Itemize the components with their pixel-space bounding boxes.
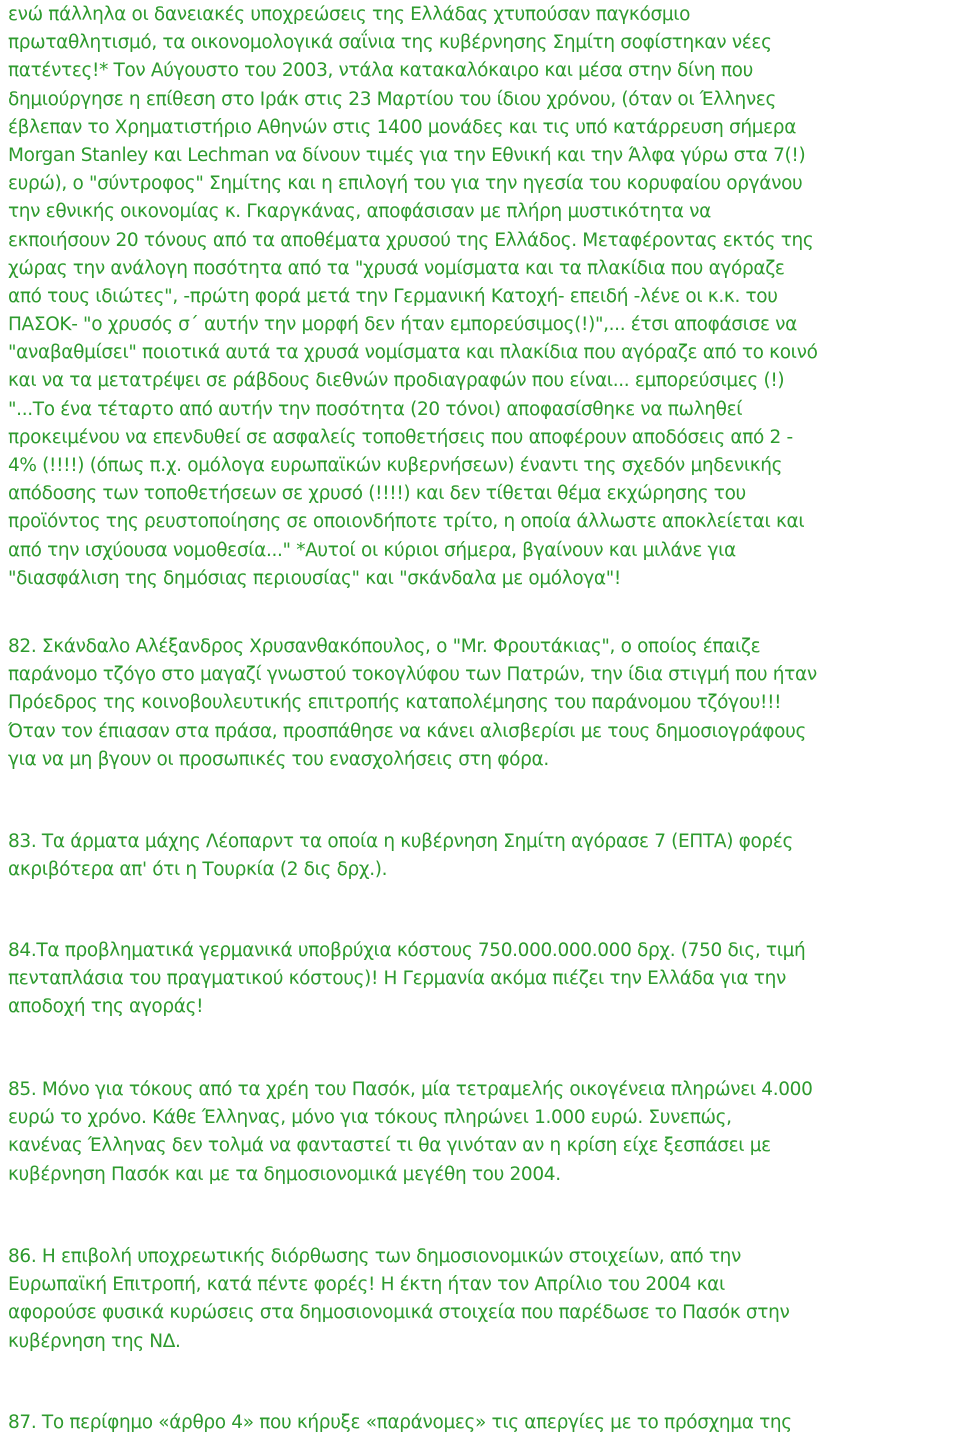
text-line: 4% (!!!!) (όπως π.χ. ομόλογα ευρωπαϊκών κυβερνήσεων) έναντι της σχεδόν μηδενικής (8, 455, 783, 476)
text-line: αφορούσε φυσικά κυρώσεις στα δημοσιονομικά στοιχεία που παρέδωσε το Πασόκ στην (8, 1302, 790, 1324)
text-line: ευρώ το χρόνο. Κάθε Έλληνας, μόνο για τόκους πληρώνει 1.000 ευρώ. Συνεπώς, (8, 1107, 732, 1129)
text-line: από τους ιδιώτες", -πρώτη φορά μετά την Γερμανική Κατοχή- επειδή -λένε οι κ.κ. του (8, 285, 778, 307)
text-line: ενώ πάλληλα οι δανειακές υποχρεώσεις της Ελλάδας χτυπούσαν παγκόσμιο (8, 4, 691, 25)
text-line: κανένας Έλληνας δεν τολμά να φανταστεί τι θα γινόταν αν η κρίση είχε ξεσπάσει με (8, 1135, 771, 1157)
text-line: Morgan Stanley και Lechman να δίνουν τιμές για την Εθνική και την Άλφα γύρω στα 7(!) (8, 144, 806, 166)
text-line: 82. Σκάνδαλο Αλέξανδρος Χρυσανθακόπουλος, ο "Mr. Φρουτάκιας", ο οποίος έπαιζε (8, 636, 761, 657)
paragraph-item-85 (8, 1076, 956, 1189)
text-line: έβλεπαν το Χρηματιστήριο Αθηνών στις 1400 μονάδες και τις υπό κατάρρευση σήμερα (8, 116, 797, 138)
paragraph-item-82 (8, 633, 956, 774)
paragraph-gold-sale (8, 1, 956, 593)
text-line: εκποιήσουν 20 τόνους από τα αποθέματα χρυσού της Ελλάδος. Μεταφέροντας εκτός της (8, 229, 814, 251)
text-line: προκειμένου να επενδυθεί σε ασφαλείς τοποθετήσεις που αποφέρουν αποδόσεις από 2 - (8, 426, 793, 448)
text-line: την εθνικής οικονομίας κ. Γκαργκάνας, αποφάσισαν με πλήρη μυστικότητα να (8, 201, 711, 223)
text-line: δημιούργησε η επίθεση στο Ιράκ στις 23 Μαρτίου του ίδιου χρόνου, (όταν οι Έλληνες (8, 88, 776, 110)
text-line: πενταπλάσια του πραγματικού κόστους)! Η Γερμανία ακόμα πιέζει την Ελλάδα για την (8, 968, 786, 990)
text-line: ευρώ), ο "σύντροφος" Σημίτης και η επιλογή του για την ηγεσία του κορυφαίου οργάνου (8, 173, 803, 195)
text-line: ακριβότερα απ' ότι η Τουρκία (2 δις δρχ.). (8, 859, 388, 881)
paragraph-item-86 (8, 1243, 956, 1356)
text-line: από την ισχύουσα νομοθεσία..." *Αυτοί οι κύριοι σήμερα, βγαίνουν και μιλάνε για (8, 539, 736, 561)
paragraph-item-83 (8, 828, 956, 884)
text-line: κυβέρνηση της ΝΔ. (8, 1330, 181, 1352)
text-line: απόδοσης των τοποθετήσεων σε χρυσό (!!!!) και δεν τίθεται θέμα εκχώρησης του (8, 483, 746, 505)
text-line: πρωταθλητισμό, τα οικονομολογικά σαΐνια της κυβέρνησης Σημίτη σοφίστηκαν νέες (8, 32, 772, 54)
paragraph-item-84 (8, 937, 956, 1022)
text-line: και να τα μετατρέψει σε ράβδους διεθνών προδιαγραφών που είναι... εμπορεύσιμες (!) (8, 370, 785, 392)
text-line: προϊόντος της ρευστοποίησης σε οποιονδήποτε τρίτο, η οποία άλλωστε αποκλείεται και (8, 511, 805, 533)
text-line: ΠΑΣΟΚ- "ο χρυσός σ΄ αυτήν την μορφή δεν ήταν εμπορεύσιμος(!)",... έτσι αποφάσισε να (8, 314, 797, 336)
paragraph-item-87 (8, 1409, 956, 1437)
text-line: για να μη βγουν οι προσωπικές του ενασχολήσεις στη φόρα. (8, 748, 549, 770)
text-line: 85. Μόνο για τόκους από τα χρέη του Πασόκ, μία τετραμελής οικογένεια πληρώνει 4.000 (8, 1079, 813, 1100)
text-line: "διασφάλιση της δημόσιας περιουσίας" και "σκάνδαλα με ομόλογα"! (8, 567, 621, 589)
text-line: 86. Η επιβολή υποχρεωτικής διόρθωσης των δημοσιονομικών στοιχείων, από την (8, 1246, 742, 1267)
text-line: αποδοχή της αγοράς! (8, 996, 204, 1018)
text-line: Ευρωπαϊκή Επιτροπή, κατά πέντε φορές! Η έκτη ήταν τον Απρίλιο του 2004 και (8, 1274, 725, 1296)
text-line: "...Το ένα τέταρτο από αυτήν την ποσότητα (20 τόνοι) αποφασίσθηκε να πωληθεί (8, 398, 743, 420)
text-line: "αναβαθμίσει" ποιοτικά αυτά τα χρυσά νομίσματα και πλακίδια που αγόραζε από το κοινό (8, 342, 818, 364)
text-line: πατέντες!* Τον Αύγουστο του 2003, ντάλα κατακαλόκαιρο και μέσα στην δίνη που (8, 60, 753, 82)
text-line: 87. Το περίφημο «άρθρο 4» που κήρυξε «παράνομες» τις απεργίες με το πρόσχημα της (8, 1412, 792, 1433)
text-line: χώρας την ανάλογη ποσότητα από τα "χρυσά νομίσματα και τα πλακίδια που αγόραζε (8, 257, 785, 279)
text-line: 84.Τα προβληματικά γερμανικά υποβρύχια κόστους 750.000.000.000 δρχ. (750 δις, τιμή (8, 940, 806, 961)
text-line: Πρόεδρος της κοινοβουλευτικής επιτροπής καταπολέμησης του παράνομου τζόγου!!! (8, 692, 782, 714)
text-line: παράνομο τζόγο στο μαγαζί γνωστού τοκογλύφου των Πατρών, την ίδια στιγμή που ήταν (8, 664, 817, 686)
text-line: 83. Τα άρματα μάχης Λέοπαρντ τα οποία η κυβέρνηση Σημίτη αγόρασε 7 (ΕΠΤΑ) φορές (8, 831, 793, 852)
text-line: κυβέρνηση Πασόκ και με τα δημοσιονομικά μεγέθη του 2004. (8, 1163, 561, 1185)
text-line: Όταν τον έπιασαν στα πράσα, προσπάθησε να κάνει αλισβερίσι με τους δημοσιογράφους (8, 720, 806, 742)
